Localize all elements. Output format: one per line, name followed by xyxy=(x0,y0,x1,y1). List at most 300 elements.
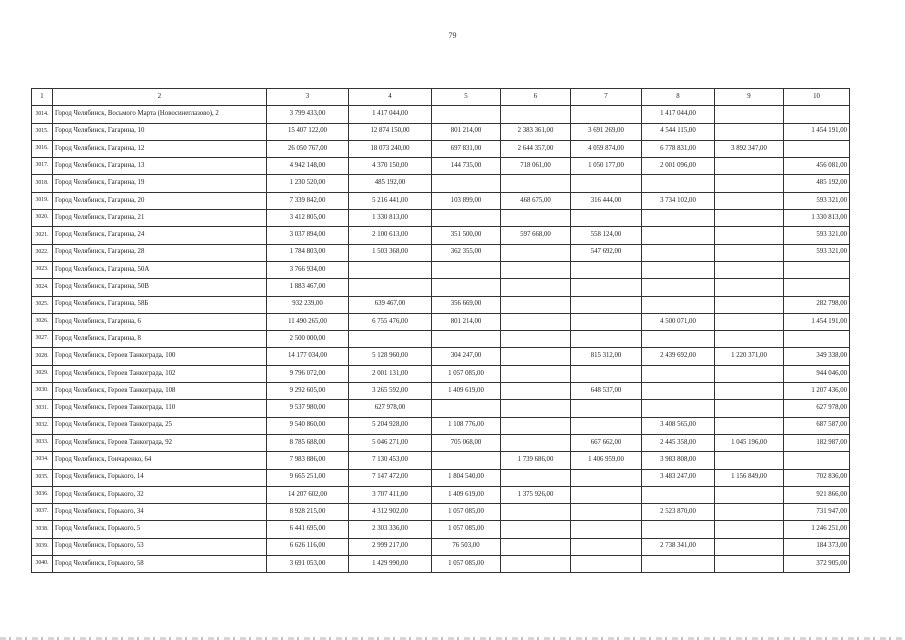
cell-amount-col-8: 2 523 870,00 xyxy=(642,504,715,521)
cell-total-cost: 8 785 688,00 xyxy=(267,434,349,451)
cell-amount-col-6: 1 375 926,00 xyxy=(501,486,571,503)
cell-amount-col-4: 3 707 411,00 xyxy=(349,486,432,503)
cell-amount-col-4: 2 100 613,00 xyxy=(349,227,432,244)
cell-address: Город Челябинск, Героев Танкограда, 108 xyxy=(53,383,267,400)
cell-address: Город Челябинск, Гагарина, 20 xyxy=(53,192,267,209)
cell-amount-col-5 xyxy=(432,261,501,278)
cell-amount-col-6: 2 644 357,00 xyxy=(501,140,571,157)
cell-row-number: 3023. xyxy=(32,261,53,278)
cell-amount-col-8 xyxy=(642,556,715,573)
cell-amount-col-5: 697 831,00 xyxy=(432,140,501,157)
cell-address: Город Челябинск, Гагарина, 10 xyxy=(53,123,267,140)
cell-amount-col-8: 3 734 102,00 xyxy=(642,192,715,209)
cell-amount-col-7: 815 312,00 xyxy=(571,348,642,365)
cell-amount-col-5: 76 503,00 xyxy=(432,538,501,555)
cell-amount-col-9 xyxy=(715,244,784,261)
cell-amount-col-6 xyxy=(501,348,571,365)
cell-amount-col-8: 2 738 341,00 xyxy=(642,538,715,555)
cell-amount-col-4: 5 204 928,00 xyxy=(349,417,432,434)
cell-amount-col-6 xyxy=(501,331,571,348)
cell-amount-col-9: 1 045 196,00 xyxy=(715,434,784,451)
cell-amount-col-8 xyxy=(642,175,715,192)
cell-row-number: 3020. xyxy=(32,210,53,227)
cell-amount-col-9 xyxy=(715,538,784,555)
header-row xyxy=(32,89,850,106)
cell-row-number: 3018. xyxy=(32,175,53,192)
cell-amount-col-10: 1 454 191,00 xyxy=(784,313,850,330)
cell-amount-col-10: 184 373,00 xyxy=(784,538,850,555)
cell-amount-col-9 xyxy=(715,261,784,278)
cell-amount-col-6: 2 383 361,00 xyxy=(501,123,571,140)
cell-total-cost: 14 207 602,00 xyxy=(267,486,349,503)
cell-amount-col-6 xyxy=(501,521,571,538)
cell-amount-col-4: 627 978,00 xyxy=(349,400,432,417)
cell-total-cost: 15 407 122,00 xyxy=(267,123,349,140)
cell-amount-col-10: 687 587,00 xyxy=(784,417,850,434)
cell-total-cost: 4 942 148,00 xyxy=(267,158,349,175)
cell-amount-col-8 xyxy=(642,279,715,296)
cell-amount-col-9: 3 892 347,00 xyxy=(715,140,784,157)
cell-row-number: 3027. xyxy=(32,331,53,348)
cell-amount-col-8: 6 778 831,00 xyxy=(642,140,715,157)
cell-total-cost: 3 412 805,00 xyxy=(267,210,349,227)
cell-row-number: 3016. xyxy=(32,140,53,157)
cell-amount-col-9: 1 220 371,00 xyxy=(715,348,784,365)
cell-row-number: 3035. xyxy=(32,469,53,486)
cell-amount-col-10: 944 046,00 xyxy=(784,365,850,382)
cell-amount-col-7 xyxy=(571,504,642,521)
cell-amount-col-7 xyxy=(571,365,642,382)
cell-amount-col-4: 1 330 813,00 xyxy=(349,210,432,227)
cell-amount-col-7 xyxy=(571,106,642,123)
cell-amount-col-5: 351 500,00 xyxy=(432,227,501,244)
cell-row-number: 3033. xyxy=(32,434,53,451)
cell-amount-col-7 xyxy=(571,331,642,348)
cell-total-cost: 3 037 894,00 xyxy=(267,227,349,244)
cell-amount-col-5: 1 409 619,00 xyxy=(432,383,501,400)
cell-amount-col-4: 639 467,00 xyxy=(349,296,432,313)
cell-total-cost: 7 339 842,00 xyxy=(267,192,349,209)
cell-amount-col-7 xyxy=(571,261,642,278)
cell-amount-col-5: 1 409 619,00 xyxy=(432,486,501,503)
cell-address: Город Челябинск, Горького, 32 xyxy=(53,486,267,503)
cell-amount-col-8 xyxy=(642,383,715,400)
cell-total-cost: 1 784 803,00 xyxy=(267,244,349,261)
table-row xyxy=(32,210,850,227)
column-header-2: 2 xyxy=(53,89,267,106)
cell-amount-col-4: 6 755 476,00 xyxy=(349,313,432,330)
table-row xyxy=(32,348,850,365)
cell-amount-col-7 xyxy=(571,279,642,296)
cell-amount-col-5 xyxy=(432,279,501,296)
cell-total-cost: 1 883 467,00 xyxy=(267,279,349,296)
cell-amount-col-8 xyxy=(642,296,715,313)
cell-amount-col-7 xyxy=(571,400,642,417)
table-body xyxy=(32,106,850,573)
table-row xyxy=(32,400,850,417)
cell-row-number: 3032. xyxy=(32,417,53,434)
cell-amount-col-4 xyxy=(349,261,432,278)
column-header-6: 6 xyxy=(501,89,571,106)
cell-amount-col-7 xyxy=(571,486,642,503)
column-header-4: 4 xyxy=(349,89,432,106)
cell-amount-col-5 xyxy=(432,175,501,192)
cell-amount-col-4: 1 503 368,00 xyxy=(349,244,432,261)
cell-amount-col-4 xyxy=(349,279,432,296)
table-row xyxy=(32,140,850,157)
cell-amount-col-9 xyxy=(715,227,784,244)
cell-total-cost: 3 691 053,00 xyxy=(267,556,349,573)
cell-amount-col-5 xyxy=(432,106,501,123)
cell-amount-col-10 xyxy=(784,452,850,469)
cell-amount-col-9 xyxy=(715,486,784,503)
cell-row-number: 3019. xyxy=(32,192,53,209)
cell-amount-col-10: 593 321,00 xyxy=(784,244,850,261)
cell-amount-col-10 xyxy=(784,331,850,348)
cell-amount-col-10: 456 081,00 xyxy=(784,158,850,175)
table-row xyxy=(32,296,850,313)
cell-amount-col-10: 1 454 191,00 xyxy=(784,123,850,140)
cell-address: Город Челябинск, Героев Танкограда, 92 xyxy=(53,434,267,451)
cell-amount-col-6 xyxy=(501,556,571,573)
cell-amount-col-10: 1 246 251,00 xyxy=(784,521,850,538)
cell-amount-col-8 xyxy=(642,365,715,382)
table-row xyxy=(32,158,850,175)
column-header-1: 1 xyxy=(32,89,53,106)
column-header-8: 8 xyxy=(642,89,715,106)
cell-address: Город Челябинск, Героев Танкограда, 110 xyxy=(53,400,267,417)
cell-amount-col-9 xyxy=(715,504,784,521)
cell-amount-col-6 xyxy=(501,106,571,123)
cell-amount-col-5: 1 057 085,00 xyxy=(432,504,501,521)
cell-amount-col-7 xyxy=(571,538,642,555)
page-number: 79 xyxy=(448,31,457,40)
cell-amount-col-8 xyxy=(642,244,715,261)
cell-amount-col-9 xyxy=(715,158,784,175)
cell-amount-col-7 xyxy=(571,175,642,192)
cell-amount-col-10 xyxy=(784,279,850,296)
registry-table xyxy=(31,88,850,573)
cell-amount-col-4: 2 999 217,00 xyxy=(349,538,432,555)
cell-total-cost: 9 796 072,00 xyxy=(267,365,349,382)
table-row xyxy=(32,452,850,469)
cell-amount-col-9 xyxy=(715,175,784,192)
column-header-10: 10 xyxy=(784,89,850,106)
cell-amount-col-9 xyxy=(715,313,784,330)
cell-total-cost: 9 665 251,00 xyxy=(267,469,349,486)
table-row xyxy=(32,521,850,538)
cell-address: Город Челябинск, Горького, 34 xyxy=(53,504,267,521)
cell-total-cost: 11 490 265,00 xyxy=(267,313,349,330)
cell-amount-col-8 xyxy=(642,210,715,227)
cell-amount-col-10: 1 330 813,00 xyxy=(784,210,850,227)
cell-total-cost: 3 766 934,00 xyxy=(267,261,349,278)
cell-amount-col-9 xyxy=(715,296,784,313)
cell-amount-col-9 xyxy=(715,400,784,417)
cell-row-number: 3021. xyxy=(32,227,53,244)
cell-amount-col-4: 5 216 441,00 xyxy=(349,192,432,209)
cell-amount-col-9 xyxy=(715,192,784,209)
cell-amount-col-4: 2 303 336,00 xyxy=(349,521,432,538)
cell-amount-col-7 xyxy=(571,417,642,434)
table-row xyxy=(32,313,850,330)
cell-amount-col-6: 468 675,00 xyxy=(501,192,571,209)
cell-amount-col-6 xyxy=(501,210,571,227)
cell-amount-col-4: 3 265 592,00 xyxy=(349,383,432,400)
cell-amount-col-5 xyxy=(432,210,501,227)
cell-row-number: 3026. xyxy=(32,313,53,330)
cell-amount-col-4: 5 128 960,00 xyxy=(349,348,432,365)
cell-total-cost: 26 050 767,00 xyxy=(267,140,349,157)
cell-amount-col-6 xyxy=(501,538,571,555)
cell-amount-col-9 xyxy=(715,521,784,538)
table-row xyxy=(32,417,850,434)
cell-amount-col-4: 7 147 472,00 xyxy=(349,469,432,486)
table-row xyxy=(32,504,850,521)
cell-amount-col-5: 1 108 776,00 xyxy=(432,417,501,434)
cell-amount-col-4: 18 073 240,00 xyxy=(349,140,432,157)
cell-total-cost: 2 500 000,00 xyxy=(267,331,349,348)
cell-total-cost: 9 292 605,00 xyxy=(267,383,349,400)
cell-address: Город Челябинск, Горького, 5 xyxy=(53,521,267,538)
table-row xyxy=(32,106,850,123)
cell-amount-col-6: 597 668,00 xyxy=(501,227,571,244)
cell-amount-col-8 xyxy=(642,521,715,538)
cell-amount-col-4: 2 001 131,00 xyxy=(349,365,432,382)
cell-amount-col-8: 1 417 044,00 xyxy=(642,106,715,123)
column-header-3: 3 xyxy=(267,89,349,106)
cell-row-number: 3040. xyxy=(32,556,53,573)
cell-row-number: 3024. xyxy=(32,279,53,296)
cell-address: Город Челябинск, Гагарина, 12 xyxy=(53,140,267,157)
cell-address: Город Челябинск, Восьмого Марта (Новосинеглазово), 2 xyxy=(53,106,267,123)
cell-amount-col-6 xyxy=(501,313,571,330)
cell-address: Город Челябинск, Гагарина, 58Б xyxy=(53,296,267,313)
cell-amount-col-8: 4 544 115,00 xyxy=(642,123,715,140)
cell-amount-col-7 xyxy=(571,521,642,538)
cell-amount-col-5: 705 068,00 xyxy=(432,434,501,451)
cell-row-number: 3014. xyxy=(32,106,53,123)
cell-amount-col-9 xyxy=(715,279,784,296)
cell-amount-col-6 xyxy=(501,279,571,296)
cell-amount-col-6 xyxy=(501,504,571,521)
cell-amount-col-10: 593 321,00 xyxy=(784,227,850,244)
cell-amount-col-7 xyxy=(571,313,642,330)
cell-amount-col-5: 356 669,00 xyxy=(432,296,501,313)
cell-amount-col-5: 103 899,00 xyxy=(432,192,501,209)
cell-amount-col-6: 718 061,00 xyxy=(501,158,571,175)
cell-amount-col-10: 182 987,00 xyxy=(784,434,850,451)
cell-amount-col-5: 304 247,00 xyxy=(432,348,501,365)
cell-row-number: 3028. xyxy=(32,348,53,365)
cell-amount-col-8: 3 408 565,00 xyxy=(642,417,715,434)
table-row xyxy=(32,244,850,261)
cell-amount-col-7: 648 537,00 xyxy=(571,383,642,400)
cell-total-cost: 14 177 034,00 xyxy=(267,348,349,365)
cell-total-cost: 9 537 980,00 xyxy=(267,400,349,417)
cell-amount-col-5: 144 735,00 xyxy=(432,158,501,175)
cell-address: Город Челябинск, Гагарина, 21 xyxy=(53,210,267,227)
cell-total-cost: 1 230 520,00 xyxy=(267,175,349,192)
cell-amount-col-8 xyxy=(642,400,715,417)
cell-amount-col-5: 801 214,00 xyxy=(432,123,501,140)
cell-amount-col-4: 4 370 150,00 xyxy=(349,158,432,175)
cell-amount-col-4: 485 192,00 xyxy=(349,175,432,192)
cell-amount-col-7: 316 444,00 xyxy=(571,192,642,209)
cell-amount-col-5 xyxy=(432,452,501,469)
cell-total-cost: 6 626 116,00 xyxy=(267,538,349,555)
cell-address: Город Челябинск, Гагарина, 8 xyxy=(53,331,267,348)
cell-address: Город Челябинск, Гагарина, 50А xyxy=(53,261,267,278)
cell-row-number: 3036. xyxy=(32,486,53,503)
cell-total-cost: 9 540 860,00 xyxy=(267,417,349,434)
cell-amount-col-10: 627 978,00 xyxy=(784,400,850,417)
cell-total-cost: 6 441 695,00 xyxy=(267,521,349,538)
cell-amount-col-6 xyxy=(501,434,571,451)
cell-amount-col-10: 702 836,00 xyxy=(784,469,850,486)
cell-amount-col-4: 1 417 044,00 xyxy=(349,106,432,123)
cell-amount-col-5: 1 057 085,00 xyxy=(432,556,501,573)
table-row xyxy=(32,261,850,278)
table-row xyxy=(32,123,850,140)
table-row xyxy=(32,556,850,573)
cell-amount-col-7: 3 691 269,00 xyxy=(571,123,642,140)
cell-amount-col-10 xyxy=(784,106,850,123)
cell-address: Город Челябинск, Горького, 53 xyxy=(53,538,267,555)
cell-amount-col-10: 349 338,00 xyxy=(784,348,850,365)
cell-row-number: 3034. xyxy=(32,452,53,469)
table-row xyxy=(32,469,850,486)
cell-amount-col-9 xyxy=(715,106,784,123)
cell-amount-col-5: 1 804 540,00 xyxy=(432,469,501,486)
table-row xyxy=(32,486,850,503)
cell-amount-col-8 xyxy=(642,486,715,503)
cell-row-number: 3030. xyxy=(32,383,53,400)
table-row xyxy=(32,538,850,555)
cell-total-cost: 932 239,00 xyxy=(267,296,349,313)
cell-amount-col-5: 1 057 085,00 xyxy=(432,521,501,538)
cell-amount-col-5: 1 057 085,00 xyxy=(432,365,501,382)
cell-address: Город Челябинск, Гагарина, 28 xyxy=(53,244,267,261)
cell-amount-col-7: 4 059 874,00 xyxy=(571,140,642,157)
column-header-7: 7 xyxy=(571,89,642,106)
cell-amount-col-5 xyxy=(432,331,501,348)
cell-address: Город Челябинск, Гагарина, 19 xyxy=(53,175,267,192)
cell-amount-col-8 xyxy=(642,227,715,244)
cell-address: Город Челябинск, Гагарина, 6 xyxy=(53,313,267,330)
cell-address: Город Челябинск, Героев Танкограда, 25 xyxy=(53,417,267,434)
cell-row-number: 3031. xyxy=(32,400,53,417)
cell-row-number: 3022. xyxy=(32,244,53,261)
cell-row-number: 3039. xyxy=(32,538,53,555)
cell-amount-col-5 xyxy=(432,400,501,417)
cell-amount-col-7: 667 662,00 xyxy=(571,434,642,451)
cell-amount-col-9 xyxy=(715,365,784,382)
cell-amount-col-8: 3 483 247,00 xyxy=(642,469,715,486)
cell-amount-col-9 xyxy=(715,210,784,227)
table-row xyxy=(32,434,850,451)
cell-amount-col-10: 372 905,00 xyxy=(784,556,850,573)
cell-row-number: 3025. xyxy=(32,296,53,313)
cell-amount-col-6: 1 739 686,00 xyxy=(501,452,571,469)
cell-amount-col-6 xyxy=(501,244,571,261)
cell-row-number: 3037. xyxy=(32,504,53,521)
cell-amount-col-8: 3 983 808,00 xyxy=(642,452,715,469)
cell-row-number: 3017. xyxy=(32,158,53,175)
cell-amount-col-7 xyxy=(571,210,642,227)
cell-amount-col-10: 282 798,00 xyxy=(784,296,850,313)
cell-address: Город Челябинск, Героев Танкограда, 100 xyxy=(53,348,267,365)
cell-amount-col-4: 4 312 902,00 xyxy=(349,504,432,521)
cell-total-cost: 7 983 886,00 xyxy=(267,452,349,469)
cell-amount-col-10 xyxy=(784,261,850,278)
cell-amount-col-8 xyxy=(642,261,715,278)
cell-amount-col-7 xyxy=(571,556,642,573)
cell-amount-col-8: 2 001 096,00 xyxy=(642,158,715,175)
cell-amount-col-10: 485 192,00 xyxy=(784,175,850,192)
cell-amount-col-9 xyxy=(715,452,784,469)
table-row xyxy=(32,192,850,209)
cell-amount-col-4: 1 429 990,00 xyxy=(349,556,432,573)
table-row xyxy=(32,227,850,244)
cell-amount-col-10: 593 321,00 xyxy=(784,192,850,209)
cell-address: Город Челябинск, Гагарина, 50В xyxy=(53,279,267,296)
cell-amount-col-7: 1 050 177,00 xyxy=(571,158,642,175)
cell-amount-col-7: 558 124,00 xyxy=(571,227,642,244)
cell-row-number: 3029. xyxy=(32,365,53,382)
cell-amount-col-4 xyxy=(349,331,432,348)
cell-amount-col-10: 921 866,00 xyxy=(784,486,850,503)
column-header-5: 5 xyxy=(432,89,501,106)
cell-address: Город Челябинск, Героев Танкограда, 102 xyxy=(53,365,267,382)
cell-amount-col-7: 1 406 959,00 xyxy=(571,452,642,469)
cell-amount-col-8: 2 445 358,00 xyxy=(642,434,715,451)
cell-row-number: 3038. xyxy=(32,521,53,538)
cell-amount-col-6 xyxy=(501,400,571,417)
cell-address: Город Челябинск, Горького, 14 xyxy=(53,469,267,486)
cell-amount-col-10: 1 207 436,00 xyxy=(784,383,850,400)
cell-amount-col-7: 547 692,00 xyxy=(571,244,642,261)
cell-amount-col-10 xyxy=(784,140,850,157)
table-row xyxy=(32,175,850,192)
cell-amount-col-6 xyxy=(501,296,571,313)
cell-amount-col-6 xyxy=(501,261,571,278)
cell-address: Город Челябинск, Гагарина, 13 xyxy=(53,158,267,175)
cell-amount-col-9: 1 156 849,00 xyxy=(715,469,784,486)
cell-amount-col-9 xyxy=(715,383,784,400)
cell-amount-col-4: 7 130 453,00 xyxy=(349,452,432,469)
cell-amount-col-9 xyxy=(715,417,784,434)
cell-amount-col-7 xyxy=(571,296,642,313)
table-row xyxy=(32,279,850,296)
cell-amount-col-8: 2 439 692,00 xyxy=(642,348,715,365)
cell-amount-col-4: 5 046 271,00 xyxy=(349,434,432,451)
cell-amount-col-6 xyxy=(501,383,571,400)
cell-amount-col-6 xyxy=(501,417,571,434)
cell-amount-col-5: 362 355,00 xyxy=(432,244,501,261)
table-row xyxy=(32,383,850,400)
cell-row-number: 3015. xyxy=(32,123,53,140)
table-row xyxy=(32,331,850,348)
cell-amount-col-6 xyxy=(501,365,571,382)
cell-amount-col-7 xyxy=(571,469,642,486)
cell-address: Город Челябинск, Гончаренко, 64 xyxy=(53,452,267,469)
cell-amount-col-8: 4 500 071,00 xyxy=(642,313,715,330)
cell-amount-col-9 xyxy=(715,556,784,573)
cell-amount-col-9 xyxy=(715,331,784,348)
cell-address: Город Челябинск, Горького, 58 xyxy=(53,556,267,573)
column-header-9: 9 xyxy=(715,89,784,106)
